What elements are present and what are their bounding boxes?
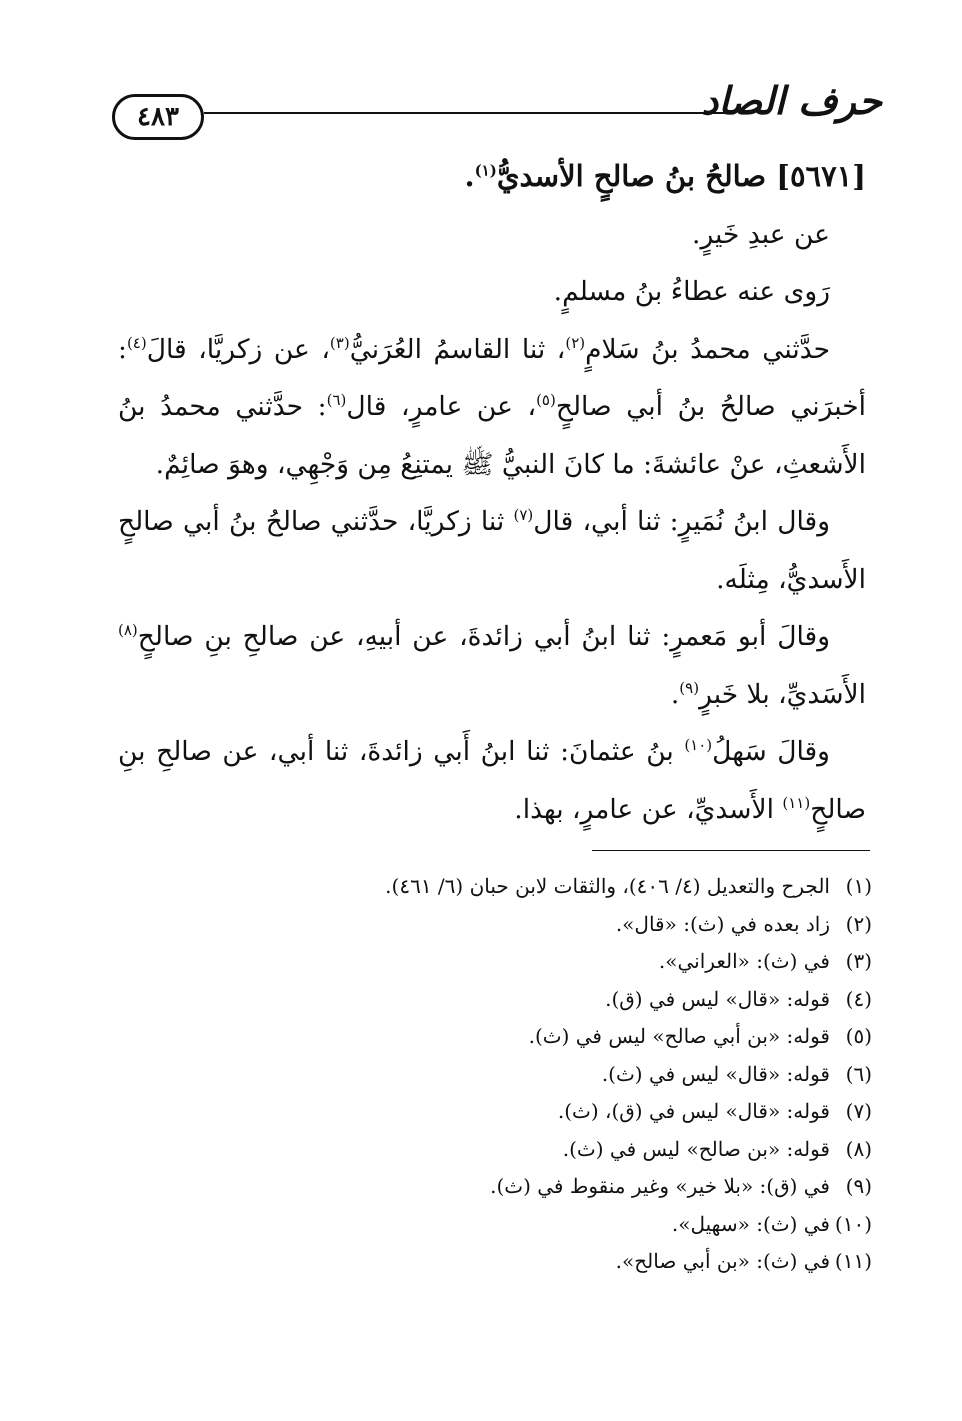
footnote-text: قوله: «قال» ليس في (ث).: [601, 1061, 830, 1086]
footnote-item: [312, 1056, 872, 1094]
paragraph-teacher: عن عبدِ خَيرٍ.: [692, 218, 830, 250]
footnote-item: [312, 1131, 872, 1169]
text-span: حدَّثني محمدُ بنُ سَلامٍ: [585, 333, 830, 365]
footnote-ref: (٧): [513, 506, 534, 525]
text-span: ، ثنا القاسمُ العُرَنيُّ: [349, 333, 566, 365]
text-span: : حدَّثني محمدُ بنُ الأَشعثِ، عنْ عائشةَ: ما كانَ النبيُّ ﷺ يمتنِعُ مِن وَجْهِي، وهوَ صائِمٌ.: [118, 391, 866, 480]
footnote-item: [312, 981, 872, 1019]
footnote-number: (٣): [845, 949, 872, 973]
text-span: : أخبرَني صالحُ بنُ أبي صالحٍ: [118, 333, 867, 422]
footnote-text: قوله: «بن صالح» ليس في (ث).: [562, 1136, 830, 1161]
footnote-text: قوله: «قال» ليس في (ق).: [605, 986, 830, 1011]
text-span: وقال ابنُ نُمَيرٍ: ثنا أبي، قال: [533, 506, 830, 537]
footnote-item: [312, 1243, 872, 1281]
footnote-text: الجرح والتعديل (٤/ ٤٠٦)، والثقات لابن حبان (٦/ ٤٦١).: [385, 874, 830, 898]
paragraph-narrator: رَوى عنه عطاءُ بنُ مسلمٍ.: [553, 276, 830, 307]
header-rule: [204, 112, 732, 114]
footnote-ref: (٩): [679, 678, 700, 697]
footnote-item: [312, 906, 872, 944]
page-number: ٤٨٣: [112, 94, 204, 140]
main-text: [118, 148, 866, 838]
footnote-number: (٤): [845, 986, 872, 1011]
text-span: الأَسَديِّ، بلا خَبرٍ: [699, 678, 866, 710]
footnote-number: (١١): [834, 1249, 872, 1273]
footnote-ref: (١٠): [684, 736, 713, 755]
footnote-number: (١٠): [834, 1211, 872, 1236]
entry-heading: [118, 148, 866, 206]
text-span: ، عن زكريَّا، قالَ: [146, 333, 330, 365]
footnote-text: في (ق): «بلا خير» وغير منقوط في (ث).: [490, 1174, 830, 1198]
footnote-number: (٢): [845, 911, 872, 936]
text-span: الأَسديِّ، عن عامرٍ، بهذا.: [514, 793, 783, 825]
footnote-item: [312, 1018, 872, 1056]
paragraph-isnad-3: [118, 608, 866, 723]
footnote-item: [312, 943, 872, 981]
text-span: ثنا زكريَّا، حدَّثني صالحُ بنُ أبي صالحٍ الأَسديُّ، مِثلَه.: [118, 506, 866, 595]
footnote-text: في (ث): «سهيل».: [671, 1211, 830, 1236]
text-span: وقالَ أبو مَعمرٍ: ثنا ابنُ أبي زائدةَ، عن أبيهِ، عن صالحِ بنِ صالحٍ: [137, 621, 830, 652]
footnote-ref: (١١): [782, 793, 811, 812]
footnote-separator: [592, 850, 870, 851]
footnote-ref: (٦): [326, 391, 347, 410]
footnote-text: قوله: «قال» ليس في (ق)، (ث).: [557, 1099, 830, 1123]
footnote-item: [312, 1206, 872, 1244]
footnote-number: (٦): [845, 1061, 872, 1086]
footnote-number: (١): [845, 874, 872, 898]
footnote-item: [312, 1093, 872, 1131]
text-span: وقالَ سَهلُ: [712, 736, 830, 767]
entry-heading-text: [٥٦٧١] صالحُ بنُ صالحٍ الأسديُّ: [496, 159, 866, 193]
footnote-text: في (ث): «العراني».: [658, 949, 830, 973]
footnote-ref: (٣): [329, 333, 350, 352]
chapter-title: حرف الصاد: [701, 78, 882, 123]
footnote-text: في (ث): «بن أبي صالح».: [615, 1249, 830, 1273]
footnote-number: (٨): [845, 1136, 872, 1161]
text-span: .: [670, 678, 680, 710]
footnote-ref: (٨): [118, 621, 138, 640]
footnote-ref: (٢): [565, 333, 586, 352]
footnote-ref: (١): [474, 161, 497, 180]
text-span: بنُ عثمانَ: ثنا ابنُ أَبي زائدةَ، ثنا أبي، عن صالحِ بنِ صالحٍ: [118, 736, 866, 825]
footnote-number: (٥): [845, 1024, 872, 1048]
paragraph-isnad-1: [118, 321, 866, 494]
footnote-number: (٧): [845, 1099, 872, 1123]
paragraph-isnad-2: [118, 493, 866, 608]
footnote-number: (٩): [845, 1174, 872, 1198]
footnote-text: قوله: «بن أبي صالح» ليس في (ث).: [528, 1024, 830, 1048]
page-header: [112, 70, 882, 150]
footnote-text: زاد بعده في (ث): «قال».: [615, 911, 830, 936]
paragraph-isnad-4: [118, 723, 866, 838]
footnote-item: [312, 868, 872, 906]
footnote-ref: (٥): [536, 391, 556, 410]
entry-heading-end: .: [464, 159, 475, 193]
footnote-ref: (٤): [126, 333, 147, 352]
text-span: ، عن عامرٍ، قال: [346, 391, 537, 422]
footnotes: [312, 868, 872, 1281]
footnote-item: [312, 1168, 872, 1206]
